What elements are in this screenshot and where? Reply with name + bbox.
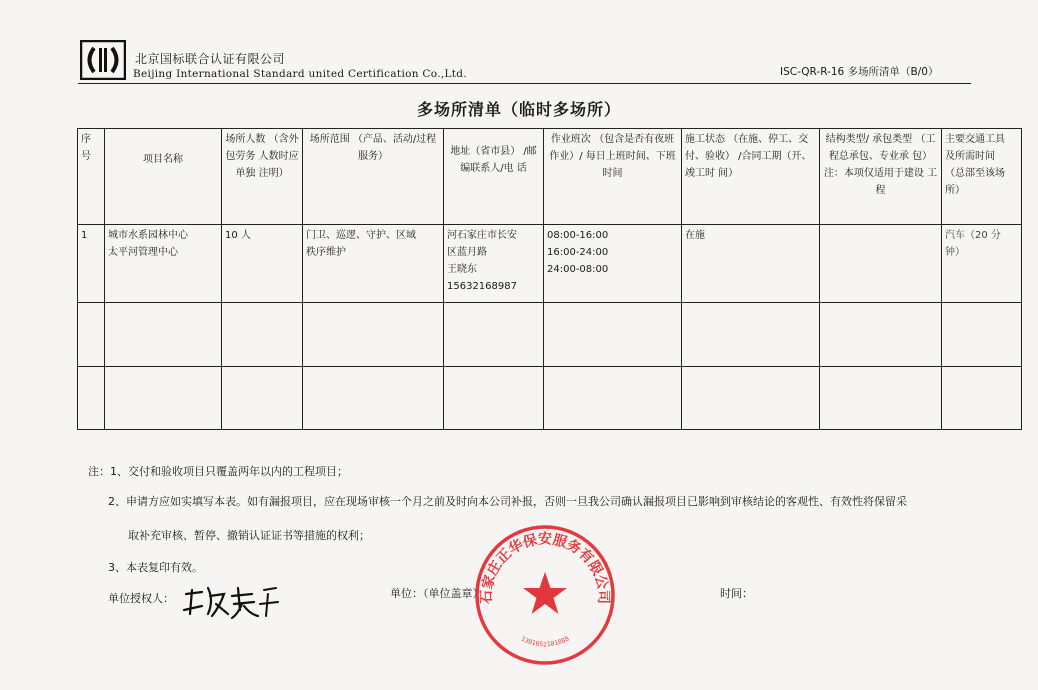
- cell-transport: 汽车（20 分 钟）: [942, 225, 1022, 303]
- cell-structure-type: [820, 225, 942, 303]
- company-name-cn: 北京国标联合认证有限公司: [135, 52, 286, 66]
- cell-address: 河石家庄市长安 区蓝月路 王晓东 15632168987: [444, 225, 544, 303]
- svg-text:1301052101888: [520, 635, 571, 649]
- note-1: 注：1、交付和验收项目只覆盖两年以内的工程项目；: [88, 465, 348, 478]
- header-cell-headcount: 场所人数 （含外包劳务 人数时应单独 注明）: [222, 129, 303, 225]
- note-2-continued: 取补充审核、暂停、撤销认证证书等措施的权利；: [128, 529, 370, 542]
- table-row-empty: [78, 303, 1022, 367]
- company-name-en: Beijing International Standard united Certification Co.,Ltd.: [133, 68, 467, 80]
- header-cell-structure-type: 结构类型/ 承包类型 （工程总承包、专业承 包） 注：本项仅适用于建设 工程: [820, 129, 942, 225]
- seal-number: 1301052101888: [519, 634, 571, 649]
- handwritten-signature: [180, 580, 280, 622]
- header-cell-shifts: 作业班次 （包含是否有夜班作业）/ 每日上班时间、下班时间: [544, 129, 682, 225]
- cell-construction-status: 在施: [682, 225, 820, 303]
- unit-label: 单位：（单位盖章）: [390, 587, 484, 600]
- cell-project-name: 城市水系园林中心 太平河管理中心: [105, 225, 222, 303]
- company-logo: [80, 40, 126, 80]
- cell-shifts: 08:00-16:00 16:00-24:00 24:00-08:00: [544, 225, 682, 303]
- site-list-table: [77, 128, 1022, 430]
- seal-text: 石家庄正华保安服务有限公司: [478, 531, 612, 605]
- official-seal: [470, 520, 620, 670]
- page-title: 多场所清单（临时多场所）: [416, 100, 621, 119]
- table-row: [78, 225, 1022, 303]
- time-label: 时间：: [720, 587, 753, 600]
- table-row-empty: [78, 367, 1022, 430]
- note-3: 3、本表复印有效。: [108, 561, 203, 574]
- cell-headcount: 10 人: [222, 225, 303, 303]
- header-cell-address: 地址（省市县） /邮编联系人/电 话: [444, 129, 544, 225]
- header-cell-transport: 主要交通工具 及所需时间 （总部至该场 所）: [942, 129, 1022, 225]
- header-cell-scope: 场所范围 （产品、活动/过程 服务）: [303, 129, 444, 225]
- header-cell-construction-status: 施工状态 （在施、停工、交付、验收） /合同工期（开、竣工时 间）: [682, 129, 820, 225]
- header-cell-index: 序 号: [78, 129, 105, 225]
- header-cell-project-name: 项目名称: [105, 129, 222, 225]
- document-code: ISC-QR-R-16 多场所清单（B/0）: [780, 66, 939, 78]
- cell-index: 1: [78, 225, 105, 303]
- cell-scope: 门卫、巡逻、守护、区域 秩序维护: [303, 225, 444, 303]
- authorized-person-label: 单位授权人：: [108, 592, 174, 605]
- header-divider: [78, 83, 971, 84]
- table-header-row: [78, 129, 1022, 225]
- note-2: 2、申请方应如实填写本表。如有漏报项目，应在现场审核一个月之前及时向本公司补报，否则一旦我公司确认漏报项目已影响到审核结论的客观性、有效性将保留采: [108, 495, 907, 508]
